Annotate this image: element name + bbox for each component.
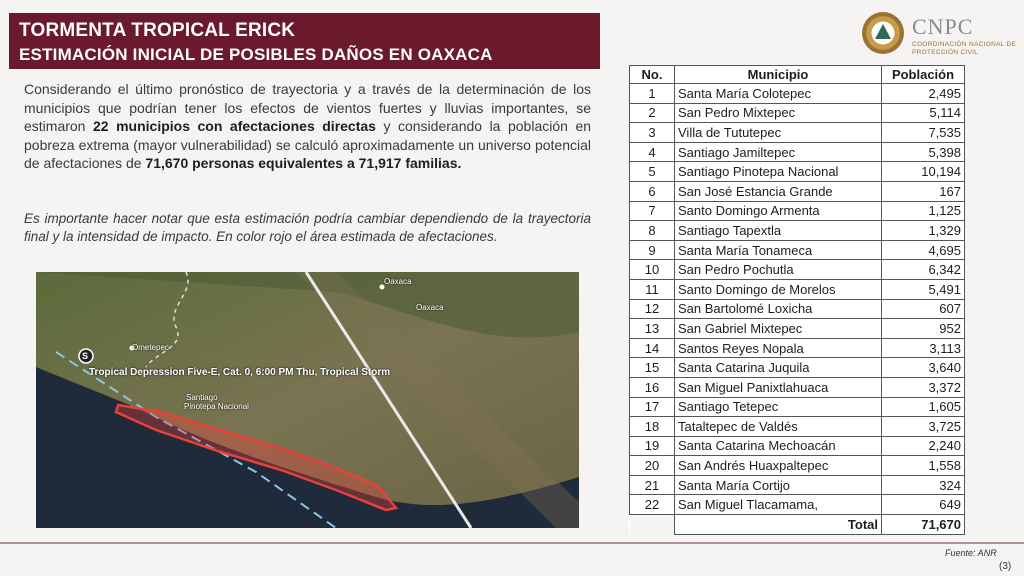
row-poblacion: 3,372 — [882, 377, 965, 397]
row-municipio: San José Estancia Grande — [675, 181, 882, 201]
table-header-row — [630, 66, 965, 84]
row-poblacion: 6,342 — [882, 260, 965, 280]
table-row — [630, 240, 965, 260]
row-municipio: San Andrés Huaxpaltepec — [675, 456, 882, 476]
logo-subtitle: COORDINACIÓN NACIONAL DE PROTECCIÓN CIVIL — [912, 41, 1017, 56]
row-no: 17 — [630, 397, 675, 417]
table-row — [630, 377, 965, 397]
row-poblacion: 167 — [882, 181, 965, 201]
row-no: 14 — [630, 338, 675, 358]
row-poblacion: 607 — [882, 299, 965, 319]
row-municipio: Santiago Tetepec — [675, 397, 882, 417]
label-oaxaca-region: Oaxaca — [416, 303, 444, 312]
row-municipio: San Gabriel Mixtepec — [675, 319, 882, 339]
table-row — [630, 103, 965, 123]
row-poblacion: 2,240 — [882, 436, 965, 456]
page-title: TORMENTA TROPICAL ERICK — [19, 20, 296, 41]
map-graphic — [36, 272, 579, 528]
table-row — [630, 319, 965, 339]
table-row — [630, 84, 965, 104]
table-total-row — [630, 515, 965, 535]
row-poblacion: 7,535 — [882, 123, 965, 143]
row-poblacion: 5,114 — [882, 103, 965, 123]
table-row — [630, 358, 965, 378]
table-row — [630, 260, 965, 280]
intro-highlight-personas: 71,670 personas equivalentes a 71,917 familias. — [145, 155, 462, 172]
row-poblacion: 324 — [882, 475, 965, 495]
row-municipio: Santa Catarina Juquila — [675, 358, 882, 378]
header-poblacion: Población — [882, 66, 965, 84]
row-poblacion: 1,605 — [882, 397, 965, 417]
row-no: 6 — [630, 181, 675, 201]
row-no: 3 — [630, 123, 675, 143]
row-no: 12 — [630, 299, 675, 319]
total-label: Total — [675, 515, 882, 535]
row-poblacion: 2,495 — [882, 84, 965, 104]
row-poblacion: 5,398 — [882, 142, 965, 162]
row-municipio: Santiago Pinotepa Nacional — [675, 162, 882, 182]
row-no: 5 — [630, 162, 675, 182]
row-no: 15 — [630, 358, 675, 378]
note-paragraph: Es importante hacer notar que esta estimación podría cambiar dependiendo de la trayectoria final y la intensidad de impacto. En color rojo el área estimada de afectaciones. — [24, 211, 591, 244]
intro-text-a: Considerando el último pronóstico de trayectoria y a través de la determinación de los municipios que podrían tener los efectos de vientos fuertes y lluvias importantes, se estimaron — [24, 81, 591, 135]
row-no: 22 — [630, 495, 675, 515]
logo-name: CNPC — [912, 14, 974, 39]
satellite-map — [36, 272, 579, 528]
intro-paragraph — [24, 80, 591, 173]
table-row — [630, 201, 965, 221]
page-number: (3) — [999, 561, 1012, 572]
table-row — [630, 475, 965, 495]
table-row — [630, 221, 965, 241]
row-municipio: Santa María Colotepec — [675, 84, 882, 104]
table-row — [630, 162, 965, 182]
row-municipio: Santos Reyes Nopala — [675, 338, 882, 358]
row-no: 9 — [630, 240, 675, 260]
row-no: 16 — [630, 377, 675, 397]
row-no: 7 — [630, 201, 675, 221]
header-municipio: Municipio — [675, 66, 882, 84]
label-pinotepa: Pinotepa Nacional — [184, 402, 249, 411]
row-no: 4 — [630, 142, 675, 162]
title-banner — [9, 13, 600, 69]
row-no: 11 — [630, 279, 675, 299]
row-no: 21 — [630, 475, 675, 495]
row-municipio: Santo Domingo de Morelos — [675, 279, 882, 299]
label-oaxaca-city: Oaxaca — [384, 277, 412, 286]
row-municipio: Santiago Tapextla — [675, 221, 882, 241]
table-row — [630, 436, 965, 456]
table-row — [630, 338, 965, 358]
row-municipio: San Miguel Tlacamama, — [675, 495, 882, 515]
table-row — [630, 181, 965, 201]
row-no: 8 — [630, 221, 675, 241]
storm-marker-letter: S — [82, 351, 89, 361]
row-poblacion: 952 — [882, 319, 965, 339]
row-municipio: Santa María Tonameca — [675, 240, 882, 260]
intro-text-c: y considerando la población en pobreza extrema (mayor vulnerabilidad) se calculó aproximadamente un universo potencial de afectaciones de — [24, 118, 592, 172]
row-poblacion: 3,640 — [882, 358, 965, 378]
table-row — [630, 495, 965, 515]
table-row — [630, 456, 965, 476]
header-no: No. — [630, 66, 675, 84]
row-poblacion: 3,113 — [882, 338, 965, 358]
table-row — [630, 397, 965, 417]
total-value: 71,670 — [882, 515, 965, 535]
row-poblacion: 649 — [882, 495, 965, 515]
row-poblacion: 1,329 — [882, 221, 965, 241]
row-municipio: San Bartolomé Loxicha — [675, 299, 882, 319]
page-subtitle: ESTIMACIÓN INICIAL DE POSIBLES DAÑOS EN OAXACA — [19, 45, 493, 64]
table-row — [630, 123, 965, 143]
row-poblacion: 5,491 — [882, 279, 965, 299]
row-municipio: Santa Catarina Mechoacán — [675, 436, 882, 456]
intro-highlight-municipios: 22 municipios con afectaciones directas — [93, 118, 376, 135]
label-ometepec: Ometepec — [132, 343, 169, 352]
row-municipio: Santo Domingo Armenta — [675, 201, 882, 221]
row-poblacion: 3,725 — [882, 417, 965, 437]
footer-divider — [0, 542, 1024, 544]
row-no: 19 — [630, 436, 675, 456]
row-no: 20 — [630, 456, 675, 476]
cnpc-logo — [858, 12, 1024, 60]
row-poblacion: 10,194 — [882, 162, 965, 182]
row-no: 13 — [630, 319, 675, 339]
label-santiago: Santiago — [186, 393, 218, 402]
row-municipio: Tataltepec de Valdés — [675, 417, 882, 437]
table-row — [630, 142, 965, 162]
storm-label: Tropical Depression Five-E, Cat. 0, 6:00 PM Thu, Tropical Storm — [89, 367, 391, 378]
row-poblacion: 4,695 — [882, 240, 965, 260]
row-municipio: San Miguel Panixtlahuaca — [675, 377, 882, 397]
table-row — [630, 299, 965, 319]
row-poblacion: 1,558 — [882, 456, 965, 476]
municipios-table — [629, 65, 965, 535]
table-row — [630, 417, 965, 437]
table-row — [630, 279, 965, 299]
row-municipio: San Pedro Pochutla — [675, 260, 882, 280]
row-municipio: Villa de Tututepec — [675, 123, 882, 143]
row-no: 10 — [630, 260, 675, 280]
row-poblacion: 1,125 — [882, 201, 965, 221]
row-municipio: Santa María Cortijo — [675, 475, 882, 495]
row-no: 18 — [630, 417, 675, 437]
row-no: 2 — [630, 103, 675, 123]
source-note: Fuente: ANR — [945, 548, 997, 558]
row-municipio: San Pedro Mixtepec — [675, 103, 882, 123]
row-municipio: Santiago Jamiltepec — [675, 142, 882, 162]
cnpc-seal-icon — [862, 12, 904, 54]
row-no: 1 — [630, 84, 675, 104]
